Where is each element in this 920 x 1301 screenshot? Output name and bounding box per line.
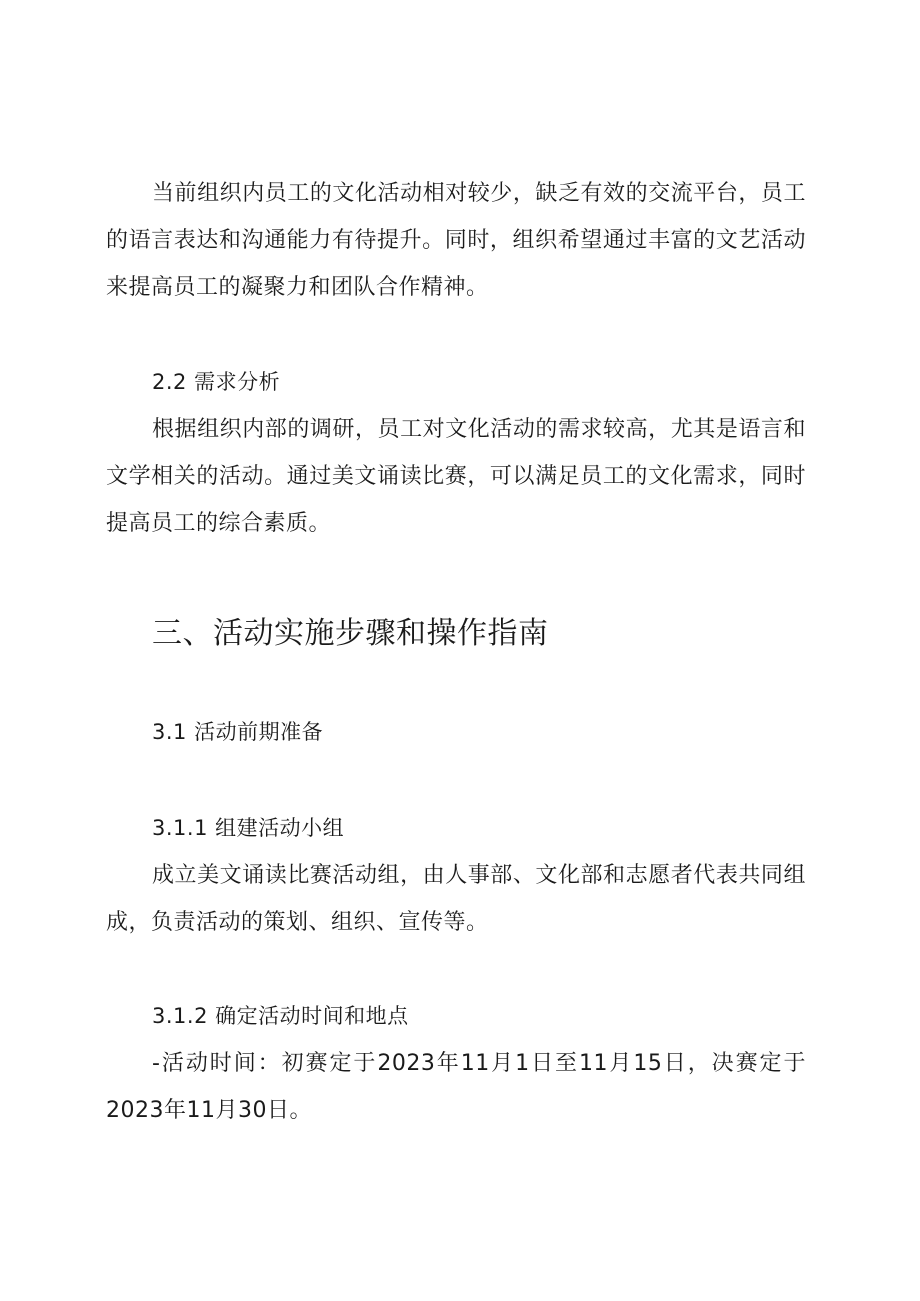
subsection-3-1-2-title: 3.1.2 确定活动时间和地点 — [152, 1004, 409, 1028]
section-3-heading: 三、活动实施步骤和操作指南 — [152, 616, 549, 651]
subsection-3-1-1-title: 3.1.1 组建活动小组 — [152, 816, 345, 840]
background-paragraph: 当前组织内员工的文化活动相对较少，缺乏有效的交流平台，员工的语言表达和沟通能力有待提升。同时，组织希望通过丰富的文艺活动来提高员工的凝聚力和团队合作精神。 — [106, 181, 806, 300]
team-paragraph: 成立美文诵读比赛活动组，由人事部、文化部和志愿者代表共同组成，负责活动的策划、组织、宣传等。 — [106, 863, 806, 935]
subsection-3-1-title: 3.1 活动前期准备 — [152, 720, 324, 744]
needs-analysis-paragraph: 根据组织内部的调研，员工对文化活动的需求较高，尤其是语言和文学相关的活动。通过美文诵读比赛，可以满足员工的文化需求，同时提高员工的综合素质。 — [106, 417, 806, 536]
schedule-paragraph: -活动时间：初赛定于2023年11月1日至11月15日，决赛定于2023年11月30日。 — [106, 1051, 806, 1123]
subsection-2-2-title: 2.2 需求分析 — [152, 370, 281, 394]
